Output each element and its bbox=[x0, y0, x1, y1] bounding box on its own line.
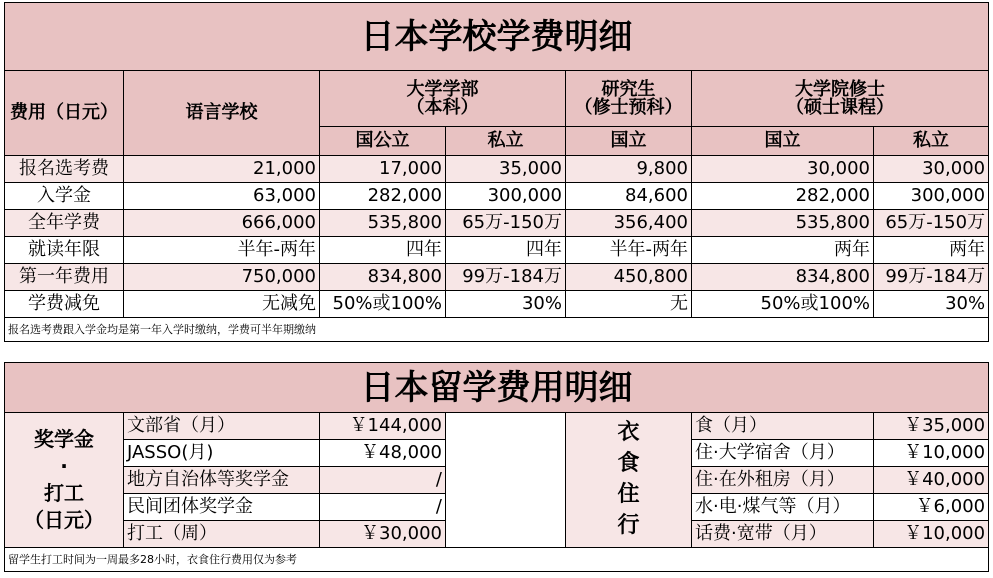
cell-value: 99万-184万 bbox=[874, 264, 989, 291]
scholarship-item-value: / bbox=[320, 467, 446, 494]
living-item-value: ￥10,000 bbox=[874, 521, 989, 548]
group-label-line: 行 bbox=[617, 512, 640, 538]
row-label: 第一年费用 bbox=[5, 264, 124, 291]
cell-value: 两年 bbox=[874, 237, 989, 264]
cell-value: 四年 bbox=[446, 237, 566, 264]
blank-spacer bbox=[446, 413, 566, 548]
cell-value: 282,000 bbox=[692, 183, 874, 210]
undergrad-header bbox=[320, 71, 566, 127]
master-national-header: 国立 bbox=[692, 127, 874, 156]
cell-value: 30,000 bbox=[692, 156, 874, 183]
undergrad-public-header: 国公立 bbox=[320, 127, 446, 156]
scholarship-item-label: 民间团体奖学金 bbox=[124, 494, 320, 521]
living-note: 留学生打工时间为一周最多28小时，衣食住行费用仅为参考 bbox=[5, 548, 989, 572]
cell-value: 半年-两年 bbox=[124, 237, 320, 264]
cell-value: 65万-150万 bbox=[446, 210, 566, 237]
group-label-line: · bbox=[60, 454, 68, 478]
cell-value: 99万-184万 bbox=[446, 264, 566, 291]
cell-value: 666,000 bbox=[124, 210, 320, 237]
table-row bbox=[5, 156, 989, 183]
master-header-line1: 大学院修士 bbox=[795, 78, 886, 100]
tuition-title: 日本学校学费明细 bbox=[5, 3, 989, 71]
cell-value: 300,000 bbox=[446, 183, 566, 210]
cell-value: 65万-150万 bbox=[874, 210, 989, 237]
living-group-label bbox=[566, 413, 692, 548]
cell-value: 无 bbox=[566, 291, 692, 318]
group-label-line: 衣 bbox=[617, 420, 640, 446]
cell-value: 四年 bbox=[320, 237, 446, 264]
cell-value: 50%或100% bbox=[320, 291, 446, 318]
cell-value: 17,000 bbox=[320, 156, 446, 183]
cell-value: 30,000 bbox=[874, 156, 989, 183]
row-label: 入学金 bbox=[5, 183, 124, 210]
tuition-note: 报名选考费跟入学金均是第一年入学时缴纳，学费可半年期缴纳 bbox=[5, 318, 989, 342]
row-label: 全年学费 bbox=[5, 210, 124, 237]
group-label-line: （日元） bbox=[24, 508, 104, 532]
cell-value: 750,000 bbox=[124, 264, 320, 291]
cell-value: 535,800 bbox=[692, 210, 874, 237]
living-item-label: 住·在外租房（月） bbox=[692, 467, 874, 494]
language-school-header: 语言学校 bbox=[124, 71, 320, 156]
research-national-header: 国立 bbox=[566, 127, 692, 156]
group-label-line: 奖学金 bbox=[34, 427, 94, 451]
master-private-header: 私立 bbox=[874, 127, 989, 156]
cell-value: 两年 bbox=[692, 237, 874, 264]
cell-value: 356,400 bbox=[566, 210, 692, 237]
cell-value: 9,800 bbox=[566, 156, 692, 183]
living-item-label: 食（月） bbox=[692, 413, 874, 440]
scholarship-item-value: / bbox=[320, 494, 446, 521]
table-row bbox=[5, 183, 989, 210]
cell-value: 30% bbox=[446, 291, 566, 318]
living-item-value: ￥10,000 bbox=[874, 440, 989, 467]
table-row bbox=[5, 237, 989, 264]
cell-value: 无减免 bbox=[124, 291, 320, 318]
living-item-value: ￥40,000 bbox=[874, 467, 989, 494]
living-cost-table bbox=[4, 362, 989, 572]
cell-value: 63,000 bbox=[124, 183, 320, 210]
cell-value: 21,000 bbox=[124, 156, 320, 183]
scholarship-item-value: ￥144,000 bbox=[320, 413, 446, 440]
living-item-value: ￥35,000 bbox=[874, 413, 989, 440]
cell-value: 35,000 bbox=[446, 156, 566, 183]
research-header bbox=[566, 71, 692, 127]
tuition-table bbox=[4, 2, 989, 342]
scholarship-item-label: 打工（周） bbox=[124, 521, 320, 548]
scholarship-item-label: JASSO(月) bbox=[124, 440, 320, 467]
scholarship-group-label bbox=[5, 413, 124, 548]
master-header-line2: （硕士课程） bbox=[786, 96, 895, 118]
row-label: 报名选考费 bbox=[5, 156, 124, 183]
group-label-line: 打工 bbox=[44, 481, 84, 505]
cell-value: 半年-两年 bbox=[566, 237, 692, 264]
living-item-label: 住·大学宿舍（月） bbox=[692, 440, 874, 467]
cell-value: 84,600 bbox=[566, 183, 692, 210]
row-label: 就读年限 bbox=[5, 237, 124, 264]
scholarship-item-label: 文部省（月） bbox=[124, 413, 320, 440]
scholarship-item-value: ￥48,000 bbox=[320, 440, 446, 467]
table-row bbox=[5, 264, 989, 291]
cell-value: 535,800 bbox=[320, 210, 446, 237]
table-row bbox=[5, 413, 989, 440]
cell-value: 282,000 bbox=[320, 183, 446, 210]
living-item-label: 水·电·煤气等（月） bbox=[692, 494, 874, 521]
research-header-line1: 研究生 bbox=[601, 78, 656, 100]
master-header bbox=[692, 71, 989, 127]
cell-value: 834,800 bbox=[692, 264, 874, 291]
cell-value: 50%或100% bbox=[692, 291, 874, 318]
cell-value: 300,000 bbox=[874, 183, 989, 210]
fee-column-header: 费用（日元） bbox=[5, 71, 124, 156]
cell-value: 834,800 bbox=[320, 264, 446, 291]
living-item-value: ￥6,000 bbox=[874, 494, 989, 521]
living-title: 日本留学费用明细 bbox=[5, 363, 989, 413]
table-row bbox=[5, 210, 989, 237]
table-row bbox=[5, 291, 989, 318]
undergrad-private-header: 私立 bbox=[446, 127, 566, 156]
group-label-line: 住 bbox=[617, 482, 640, 507]
scholarship-item-label: 地方自治体等奖学金 bbox=[124, 467, 320, 494]
living-item-label: 话费·宽带（月） bbox=[692, 521, 874, 548]
cell-value: 450,800 bbox=[566, 264, 692, 291]
row-label: 学费减免 bbox=[5, 291, 124, 318]
cell-value: 30% bbox=[874, 291, 989, 318]
undergrad-header-line2: （本科） bbox=[406, 96, 479, 118]
undergrad-header-line1: 大学学部 bbox=[406, 78, 479, 100]
research-header-line2: （修士预科） bbox=[574, 96, 683, 118]
scholarship-item-value: ￥30,000 bbox=[320, 521, 446, 548]
group-label-line: 食 bbox=[617, 451, 640, 477]
